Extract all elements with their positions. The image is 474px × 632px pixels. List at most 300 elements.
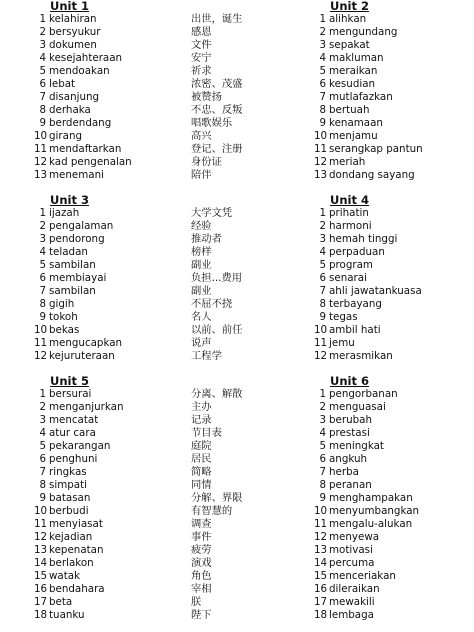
- malay-word: terbayang: [329, 298, 382, 310]
- entry-number: 4: [319, 52, 326, 64]
- chinese-meaning: 安宁: [191, 52, 212, 64]
- vocab-entry: [34, 26, 212, 39]
- vocab-entry: [314, 143, 423, 156]
- malay-word: dokumen: [49, 39, 97, 51]
- vocab-entry: [314, 350, 393, 363]
- entry-number: 8: [39, 104, 46, 116]
- vocab-entry: [34, 220, 212, 233]
- entry-number: 12: [34, 531, 48, 543]
- malay-word: alihkan: [329, 13, 367, 25]
- entry-number: 1: [319, 388, 326, 400]
- vocab-entry: [314, 531, 379, 544]
- malay-word: program: [329, 259, 373, 271]
- malay-word: teladan: [49, 246, 88, 258]
- entry-number: 5: [319, 259, 326, 271]
- vocab-entry: [34, 427, 222, 440]
- malay-word: bersyukur: [49, 26, 101, 38]
- vocab-entry: [34, 401, 212, 414]
- entry-number: 10: [34, 130, 48, 142]
- vocab-entry: [34, 285, 212, 298]
- entry-number: 9: [39, 311, 46, 323]
- vocab-entry: [314, 156, 365, 169]
- entry-number: 8: [319, 104, 326, 116]
- malay-word: herba: [329, 466, 359, 478]
- malay-word: pekarangan: [49, 440, 111, 452]
- entry-number: 12: [314, 350, 328, 362]
- chinese-meaning: 文件: [191, 39, 212, 51]
- malay-word: menyumbangkan: [329, 505, 420, 517]
- entry-number: 13: [34, 169, 48, 181]
- malay-word: dileraikan: [329, 583, 380, 595]
- chinese-meaning: 有智慧的: [191, 505, 233, 517]
- chinese-meaning: 陛下: [191, 609, 212, 621]
- malay-word: kenamaan: [329, 117, 383, 129]
- entry-number: 1: [39, 388, 46, 400]
- entry-number: 13: [314, 169, 328, 181]
- vocab-entry: [34, 78, 243, 91]
- vocab-entry: [314, 130, 378, 143]
- chinese-meaning: 说声: [191, 337, 212, 349]
- vocab-entry: [34, 259, 212, 272]
- entry-number: 10: [314, 130, 328, 142]
- entry-number: 5: [319, 65, 326, 77]
- entry-number: 8: [319, 479, 326, 491]
- malay-word: menyiasat: [49, 518, 103, 530]
- malay-word: kejadian: [49, 531, 93, 543]
- malay-word: jemu: [329, 337, 355, 349]
- vocab-entry: [314, 207, 369, 220]
- entry-number: 6: [319, 78, 326, 90]
- malay-word: sambilan: [49, 259, 96, 271]
- vocab-entry: [314, 285, 422, 298]
- chinese-meaning: 不屈不挠: [191, 298, 233, 310]
- vocab-entry: [34, 298, 233, 311]
- vocab-entry: [34, 117, 233, 130]
- malay-word: berlakon: [49, 557, 94, 569]
- vocab-entry: [34, 466, 212, 479]
- entry-number: 11: [34, 518, 48, 530]
- malay-word: mengundang: [329, 26, 398, 38]
- entry-number: 14: [314, 557, 328, 569]
- vocab-entry: [314, 233, 397, 246]
- entry-number: 4: [39, 52, 46, 64]
- entry-number: 12: [34, 156, 48, 168]
- chinese-meaning: 负担...费用: [191, 272, 243, 284]
- malay-word: membiayai: [49, 272, 107, 284]
- entry-number: 2: [39, 26, 46, 38]
- entry-number: 3: [319, 414, 326, 426]
- vocab-entry: [34, 169, 212, 182]
- vocab-entry: [34, 479, 212, 492]
- entry-number: 6: [319, 272, 326, 284]
- vocab-entry: [34, 505, 233, 518]
- malay-word: merasmikan: [329, 350, 393, 362]
- malay-word: menemani: [49, 169, 104, 181]
- malay-word: pendorong: [49, 233, 105, 245]
- unit-title: Unit 6: [330, 374, 369, 388]
- entry-number: 9: [319, 492, 326, 504]
- entry-number: 7: [39, 285, 46, 297]
- malay-word: percuma: [329, 557, 375, 569]
- entry-number: 13: [34, 544, 48, 556]
- entry-number: 4: [39, 427, 46, 439]
- chinese-meaning: 被赞扬: [191, 91, 222, 103]
- unit-title: Unit 5: [50, 374, 89, 388]
- chinese-meaning: 出世，诞生: [191, 13, 243, 25]
- vocab-entry: [34, 65, 212, 78]
- malay-word: senarai: [329, 272, 367, 284]
- chinese-meaning: 副业: [191, 259, 212, 271]
- chinese-meaning: 同情: [191, 479, 212, 491]
- malay-word: kesudian: [329, 78, 376, 90]
- malay-word: gigih: [49, 298, 75, 310]
- chinese-meaning: 主办: [191, 401, 212, 413]
- vocab-entry: [34, 324, 243, 337]
- vocab-entry: [34, 414, 212, 427]
- vocab-entry: [314, 466, 359, 479]
- vocab-entry: [314, 65, 377, 78]
- vocab-entry: [314, 104, 370, 117]
- malay-word: harmoni: [329, 220, 372, 232]
- vocab-entry: [314, 492, 413, 505]
- malay-word: mutlafazkan: [329, 91, 393, 103]
- malay-word: sepakat: [329, 39, 370, 51]
- malay-word: mendoakan: [49, 65, 110, 77]
- entry-number: 2: [39, 220, 46, 232]
- malay-word: makluman: [329, 52, 384, 64]
- vocab-entry: [314, 298, 382, 311]
- vocab-entry: [34, 13, 243, 26]
- chinese-meaning: 祈求: [191, 65, 212, 77]
- chinese-meaning: 居民: [191, 453, 212, 465]
- malay-word: ahli jawatankuasa: [329, 285, 422, 297]
- vocab-entry: [34, 233, 222, 246]
- entry-number: 17: [34, 596, 48, 608]
- entry-number: 3: [39, 233, 46, 245]
- entry-number: 8: [39, 298, 46, 310]
- entry-number: 16: [34, 583, 48, 595]
- malay-word: dondang sayang: [329, 169, 415, 181]
- malay-word: kepenatan: [49, 544, 104, 556]
- entry-number: 9: [39, 117, 46, 129]
- vocab-entry: [314, 78, 375, 91]
- vocab-entry: [34, 596, 202, 609]
- entry-number: 5: [39, 65, 46, 77]
- entry-number: 6: [39, 272, 46, 284]
- malay-word: pengorbanan: [329, 388, 398, 400]
- vocab-entry: [314, 91, 393, 104]
- vocab-entry: [314, 117, 383, 130]
- vocab-entry: [34, 453, 212, 466]
- chinese-meaning: 大学文凭: [191, 207, 233, 219]
- malay-word: mendaftarkan: [49, 143, 122, 155]
- vocab-entry: [34, 246, 212, 259]
- entry-number: 8: [39, 479, 46, 491]
- vocab-entry: [34, 39, 212, 52]
- malay-word: sambilan: [49, 285, 96, 297]
- malay-word: penghuni: [49, 453, 98, 465]
- vocab-entry: [314, 13, 366, 26]
- entry-number: 14: [34, 557, 48, 569]
- vocab-entry: [314, 453, 367, 466]
- malay-word: kejuruteraan: [49, 350, 115, 362]
- malay-word: watak: [49, 570, 81, 582]
- malay-word: prihatin: [329, 207, 369, 219]
- chinese-meaning: 角色: [191, 570, 212, 582]
- malay-word: berbudi: [49, 505, 89, 517]
- malay-word: menganjurkan: [49, 401, 124, 413]
- entry-number: 7: [319, 285, 326, 297]
- malay-word: beta: [49, 596, 73, 608]
- vocab-entry: [314, 557, 374, 570]
- malay-word: serangkap pantun: [329, 143, 423, 155]
- entry-number: 6: [39, 453, 46, 465]
- vocab-entry: [34, 583, 212, 596]
- vocab-entry: [34, 311, 212, 324]
- vocab-entry: [314, 311, 358, 324]
- entry-number: 10: [314, 505, 328, 517]
- chinese-meaning: 分离、解散: [191, 388, 243, 400]
- entry-number: 15: [314, 570, 328, 582]
- chinese-meaning: 登记、注册: [191, 143, 243, 155]
- entry-number: 9: [39, 492, 46, 504]
- vocab-entry: [314, 583, 380, 596]
- malay-word: kesejahteraan: [49, 52, 123, 64]
- vocab-entry: [34, 272, 243, 285]
- entry-number: 3: [39, 39, 46, 51]
- vocab-entry: [34, 557, 212, 570]
- vocab-entry: [34, 143, 243, 156]
- entry-number: 10: [34, 505, 48, 517]
- vocab-entry: [34, 337, 212, 350]
- unit-title: Unit 1: [50, 0, 89, 13]
- entry-number: 18: [34, 609, 48, 621]
- malay-word: menceriakan: [329, 570, 396, 582]
- entry-number: 17: [314, 596, 328, 608]
- chinese-meaning: 浓密、茂盛: [191, 78, 243, 90]
- entry-number: 4: [319, 427, 326, 439]
- entry-number: 7: [39, 91, 46, 103]
- entry-number: 4: [39, 246, 46, 258]
- entry-number: 18: [314, 609, 328, 621]
- entry-number: 1: [319, 207, 326, 219]
- chinese-meaning: 工程学: [191, 350, 222, 362]
- entry-number: 2: [319, 401, 326, 413]
- malay-word: ijazah: [49, 207, 80, 219]
- malay-word: ambil hati: [329, 324, 381, 336]
- malay-word: kad pengenalan: [49, 156, 132, 168]
- malay-word: bertuah: [329, 104, 370, 116]
- entry-number: 12: [314, 156, 328, 168]
- entry-number: 5: [39, 259, 46, 271]
- vocab-entry: [314, 26, 397, 39]
- entry-number: 10: [34, 324, 48, 336]
- malay-word: menyewa: [329, 531, 380, 543]
- vocab-entry: [314, 272, 367, 285]
- unit-title: Unit 3: [50, 193, 89, 207]
- entry-number: 1: [39, 207, 46, 219]
- malay-word: atur cara: [49, 427, 96, 439]
- malay-word: hemah tinggi: [329, 233, 398, 245]
- chinese-meaning: 疲劳: [191, 544, 212, 556]
- vocab-entry: [314, 505, 419, 518]
- malay-word: menguasai: [329, 401, 386, 413]
- entry-number: 1: [39, 13, 46, 25]
- malay-word: meriah: [329, 156, 366, 168]
- vocab-entry: [314, 337, 355, 350]
- entry-number: 8: [319, 298, 326, 310]
- entry-number: 9: [319, 117, 326, 129]
- chinese-meaning: 节目表: [191, 427, 222, 439]
- vocab-entry: [34, 518, 212, 531]
- chinese-meaning: 陪伴: [191, 169, 212, 181]
- malay-word: bendahara: [49, 583, 105, 595]
- chinese-meaning: 调查: [191, 518, 212, 530]
- vocab-entry: [314, 609, 374, 622]
- chinese-meaning: 高兴: [191, 130, 212, 142]
- vocab-entry: [314, 596, 375, 609]
- malay-word: girang: [49, 130, 83, 142]
- chinese-meaning: 经验: [191, 220, 212, 232]
- vocab-entry: [34, 492, 243, 505]
- chinese-meaning: 推动者: [191, 233, 222, 245]
- vocab-entry: [34, 350, 222, 363]
- vocab-entry: [314, 518, 412, 531]
- chinese-meaning: 副业: [191, 285, 212, 297]
- chinese-meaning: 身份证: [191, 156, 222, 168]
- malay-word: disanjung: [49, 91, 100, 103]
- chinese-meaning: 分解、界限: [191, 492, 243, 504]
- vocab-entry: [34, 104, 243, 117]
- entry-number: 13: [314, 544, 328, 556]
- entry-number: 4: [319, 246, 326, 258]
- entry-number: 3: [319, 39, 326, 51]
- malay-word: simpati: [49, 479, 87, 491]
- entry-number: 1: [319, 13, 326, 25]
- entry-number: 3: [319, 233, 326, 245]
- entry-number: 7: [319, 466, 326, 478]
- malay-word: motivasi: [329, 544, 373, 556]
- chinese-meaning: 庭院: [191, 440, 212, 452]
- malay-word: perpaduan: [329, 246, 385, 258]
- malay-word: meningkat: [329, 440, 384, 452]
- vocab-entry: [34, 91, 222, 104]
- malay-word: mewakili: [329, 596, 375, 608]
- entry-number: 2: [39, 401, 46, 413]
- malay-word: tuanku: [49, 609, 85, 621]
- vocab-entry: [314, 570, 396, 583]
- vocab-entry: [314, 52, 384, 65]
- malay-word: mencatat: [49, 414, 99, 426]
- vocab-entry: [34, 207, 233, 220]
- malay-word: menghampakan: [329, 492, 413, 504]
- chinese-meaning: 朕: [191, 596, 202, 608]
- vocab-entry: [34, 570, 212, 583]
- entry-number: 16: [314, 583, 328, 595]
- malay-word: derhaka: [49, 104, 91, 116]
- chinese-meaning: 演戏: [191, 557, 212, 569]
- malay-word: prestasi: [329, 427, 370, 439]
- unit-title: Unit 2: [330, 0, 369, 13]
- malay-word: bersurai: [49, 388, 92, 400]
- entry-number: 11: [34, 143, 48, 155]
- entry-number: 3: [39, 414, 46, 426]
- vocab-entry: [314, 427, 370, 440]
- entry-number: 7: [319, 91, 326, 103]
- malay-word: pengalaman: [49, 220, 114, 232]
- entry-number: 5: [39, 440, 46, 452]
- malay-word: lembaga: [329, 609, 374, 621]
- malay-word: angkuh: [329, 453, 368, 465]
- malay-word: meraikan: [329, 65, 378, 77]
- vocab-entry: [34, 388, 243, 401]
- malay-word: mengucapkan: [49, 337, 123, 349]
- vocab-entry: [314, 401, 386, 414]
- entry-number: 11: [314, 518, 328, 530]
- malay-word: tokoh: [49, 311, 78, 323]
- malay-word: batasan: [49, 492, 91, 504]
- malay-word: ringkas: [49, 466, 87, 478]
- unit-title: Unit 4: [330, 193, 369, 207]
- vocab-entry: [34, 156, 222, 169]
- entry-number: 9: [319, 311, 326, 323]
- vocab-entry: [34, 531, 212, 544]
- chinese-meaning: 记录: [191, 414, 212, 426]
- entry-number: 7: [39, 466, 46, 478]
- chinese-meaning: 名人: [191, 311, 212, 323]
- entry-number: 6: [319, 453, 326, 465]
- vocab-entry: [314, 169, 415, 182]
- vocab-entry: [314, 220, 372, 233]
- entry-number: 6: [39, 78, 46, 90]
- malay-word: lebat: [49, 78, 76, 90]
- entry-number: 10: [314, 324, 328, 336]
- entry-number: 11: [314, 337, 328, 349]
- chinese-meaning: 唱歌娱乐: [191, 117, 233, 129]
- chinese-meaning: 宰相: [191, 583, 212, 595]
- entry-number: 11: [314, 143, 328, 155]
- vocab-entry: [34, 52, 212, 65]
- vocab-entry: [34, 544, 212, 557]
- malay-word: menjamu: [329, 130, 378, 142]
- vocab-entry: [314, 440, 384, 453]
- vocab-entry: [34, 609, 212, 622]
- malay-word: bekas: [49, 324, 80, 336]
- vocab-entry: [314, 39, 370, 52]
- chinese-meaning: 感恩: [191, 26, 212, 38]
- entry-number: 5: [319, 440, 326, 452]
- malay-word: berubah: [329, 414, 373, 426]
- malay-word: tegas: [329, 311, 358, 323]
- malay-word: peranan: [329, 479, 372, 491]
- vocab-entry: [314, 388, 398, 401]
- entry-number: 2: [319, 220, 326, 232]
- entry-number: 2: [319, 26, 326, 38]
- chinese-meaning: 简略: [191, 466, 212, 478]
- chinese-meaning: 事件: [191, 531, 212, 543]
- chinese-meaning: 榜样: [191, 246, 212, 258]
- vocab-entry: [314, 414, 372, 427]
- vocab-entry: [314, 259, 373, 272]
- vocab-entry: [314, 479, 372, 492]
- entry-number: 11: [34, 337, 48, 349]
- entry-number: 15: [34, 570, 48, 582]
- vocab-entry: [314, 246, 385, 259]
- vocab-entry: [314, 544, 373, 557]
- entry-number: 12: [314, 531, 328, 543]
- vocab-entry: [34, 440, 212, 453]
- entry-number: 12: [34, 350, 48, 362]
